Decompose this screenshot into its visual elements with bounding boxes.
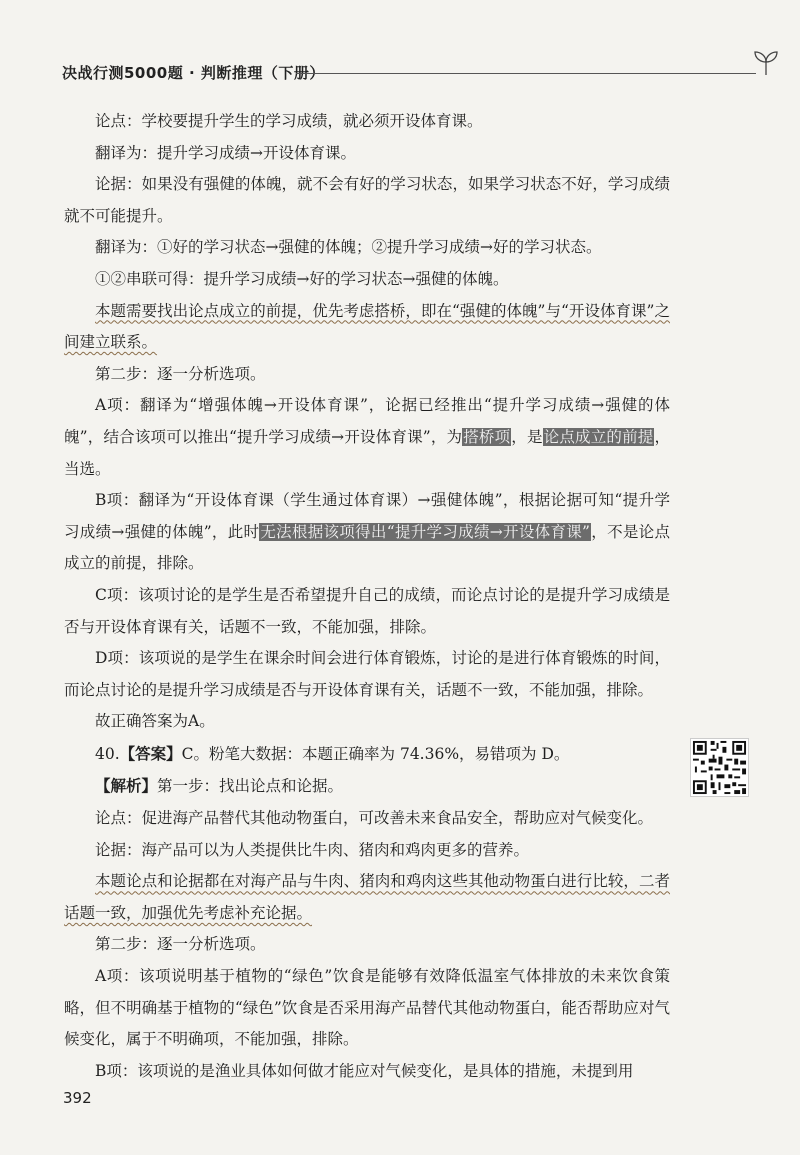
paragraph: 论点：促进海产品替代其他动物蛋白，可改善未来食品安全，帮助应对气候变化。: [95, 809, 654, 828]
option-b-analysis: [64, 485, 670, 580]
paragraph: 翻译为：提升学习成绩→开设体育课。: [95, 143, 356, 162]
sprout-icon: [752, 46, 780, 76]
paragraph: 论据：海产品可以为人类提供比牛肉、猪肉和鸡肉更多的营养。: [95, 840, 530, 859]
paragraph-emphasis: [64, 866, 670, 929]
paragraph: 第二步：逐一分析选项。: [95, 364, 266, 383]
text-run: A项：翻译为“增强体魄→开设体育课”，论据已经推出“提升学习成绩→强健的体魄”，结合该项可以推出“提升学习成绩→开设体育课”，为: [64, 396, 670, 446]
paragraph-emphasis: [64, 296, 670, 359]
paragraph: ①②串联可得：提升学习成绩→好的学习状态→强健的体魄。: [95, 269, 509, 288]
wavy-underlined-text: 本题论点和论据都在对海产品与牛肉、猪肉和鸡肉这些其他动物蛋白进行比较，二者话题一致，加强优先考虑补充论据。: [64, 872, 670, 922]
book-title: 决战行测5000题 · 判断推理（下册）: [62, 64, 325, 82]
qr-code-icon[interactable]: [690, 738, 749, 797]
option-b-analysis: B项：该项说的是渔业具体如何做才能应对气候变化，是具体的措施，未提到用: [95, 1061, 634, 1080]
text-run: B项：翻译为“开设体育课（学生通过体育课）→强健体魄”，根据论据可知“提升学习成绩→强健的体魄”，此时: [64, 491, 670, 541]
option-c-analysis: C项：该项讨论的是学生是否希望提升自己的成绩，而论点讨论的是提升学习成绩是否与开设体育课有关，话题不一致，不能加强，排除。: [64, 585, 670, 636]
text-run: ，不是论点成立的前提，排除。: [64, 522, 670, 573]
option-a-analysis: [64, 390, 670, 485]
highlighted-text: 无法根据该项得出“提升学习成绩→开设体育课”: [260, 522, 590, 541]
text-run: ，当选。: [64, 427, 670, 478]
running-header: [34, 60, 764, 86]
text-run: C。粉笔大数据：本题正确率为 74.36%，易错项为 D。: [181, 744, 570, 763]
answer-label: 【答案】: [119, 743, 182, 763]
page-number: 392: [63, 1089, 92, 1107]
option-a-analysis: A项：该项说明基于植物的“绿色”饮食是能够有效降低温室气体排放的未来饮食策略，但不明确基于植物的“绿色”饮食是否采用海产品替代其他动物蛋白，能否帮助应对气候变化，属于不明确项，不能加强，排除。: [64, 967, 670, 1049]
question-number: 40.: [95, 744, 120, 763]
paragraph: 翻译为：①好的学习状态→强健的体魄；②提升学习成绩→好的学习状态。: [95, 238, 602, 257]
wavy-underlined-text: 本题需要找出论点成立的前提，优先考虑搭桥，即在“强健的体魄”与“开设体育课”之间建立联系。: [64, 301, 670, 352]
paragraph: 第二步：逐一分析选项。: [95, 935, 266, 954]
analysis-heading: [64, 770, 670, 803]
text-run: 第一步：找出论点和论据。: [157, 777, 344, 796]
paragraph: 论据：如果没有强健的体魄，就不会有好的学习状态，如果学习状态不好，学习成绩就不可能提升。: [64, 175, 670, 225]
highlighted-text: 搭桥项: [463, 427, 511, 446]
paragraph: 论点：学校要提升学生的学习成绩，就必须开设体育课。: [95, 112, 483, 130]
option-d-analysis: D项：该项说的是学生在课余时间会进行体育锻炼，讨论的是进行体育锻炼的时间，而论点讨论的是提升学习成绩是否与开设体育课有关，话题不一致，不能加强，排除。: [64, 649, 670, 699]
question-40-answer: [64, 738, 670, 771]
analysis-label: 【解析】: [95, 776, 158, 796]
highlighted-text: 论点成立的前提: [543, 427, 654, 446]
text-run: ，是: [511, 427, 543, 446]
answer-conclusion: 故正确答案为A。: [95, 712, 215, 731]
page-body: [64, 106, 670, 1087]
header-rule: [296, 73, 756, 74]
